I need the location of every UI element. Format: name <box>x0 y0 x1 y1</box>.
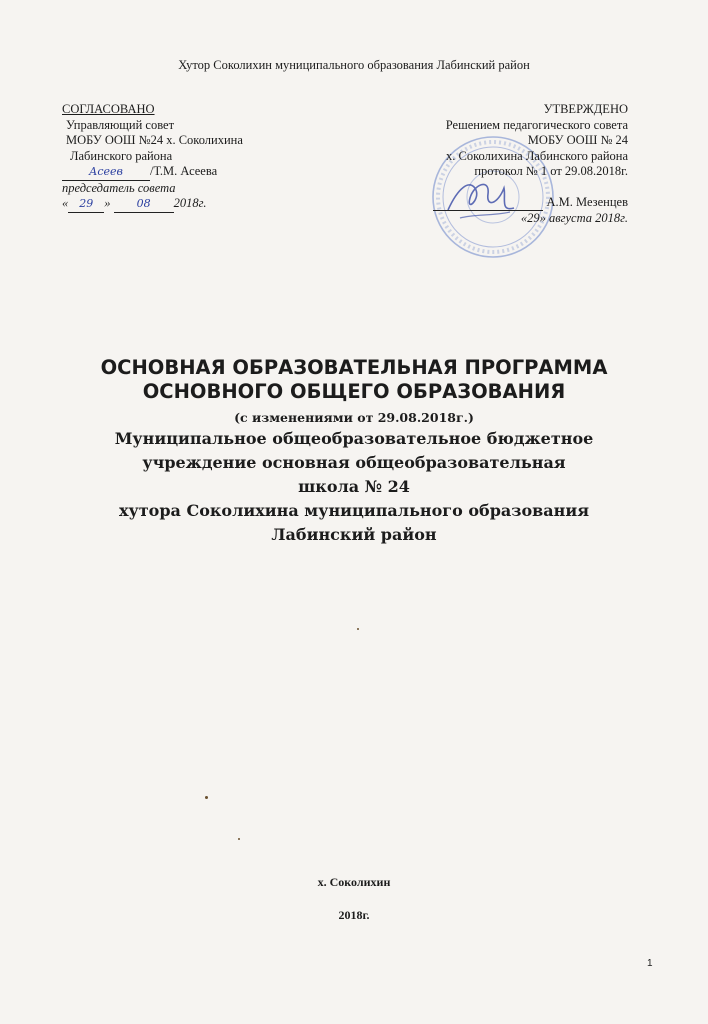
org-name-line-1: Муниципальное общеобразовательное бюджетное <box>114 429 594 448</box>
approved-line-1: Решением педагогического совета <box>445 117 628 132</box>
agreed-line-1: Управляющий совет <box>66 117 175 132</box>
agreed-date-day: 29 <box>79 197 94 210</box>
scan-speck <box>357 628 359 630</box>
approved-date: «29» августа 2018г. <box>520 211 628 225</box>
org-name-line-4: хутора Соколихина муниципального образования <box>118 501 590 520</box>
approved-signature-row <box>348 195 628 212</box>
agreed-line-2: МОБУ ООШ №24 х. Соколихина <box>66 133 243 147</box>
approved-title: УТВЕРЖДЕНО <box>543 102 628 116</box>
page-number: 1 <box>647 958 653 969</box>
document-title-block <box>40 356 668 545</box>
approved-line-4: протокол № 1 от 29.08.2018г. <box>474 164 628 178</box>
scan-speck <box>238 838 240 840</box>
footer-year: 2018г. <box>338 908 370 922</box>
agreed-role: председатель совета <box>62 180 176 195</box>
agreed-title: СОГЛАСОВАНО <box>62 102 155 116</box>
org-name-line-5: Лабинский район <box>271 525 437 544</box>
footer-place: х. Соколихин <box>317 875 391 889</box>
agreed-signature-name: /Т.М. Асеева <box>150 164 218 178</box>
agreed-signature-row <box>62 164 322 181</box>
approved-block <box>348 102 628 227</box>
document-changes-note: (с изменениями от 29.08.2018г.) <box>234 410 474 425</box>
header-locality: Хутор Соколихин муниципального образования Лабинский район <box>178 58 530 72</box>
approved-signature-name: А.М. Мезенцев <box>546 194 628 209</box>
org-name-line-3: школа № 24 <box>298 477 410 496</box>
agreed-date: « 29 » 08 2018г. <box>62 196 322 213</box>
agreed-date-month: 08 <box>136 197 151 210</box>
agreed-date-year: 2018г. <box>173 196 207 210</box>
document-title-line-2: ОСНОВНОГО ОБЩЕГО ОБРАЗОВАНИЯ <box>142 380 566 403</box>
agreed-handwritten-signature: Асеев <box>89 165 123 178</box>
approved-line-3: х. Соколихина Лабинского района <box>445 148 628 163</box>
org-name-line-2: учреждение основная общеобразовательная <box>142 453 566 472</box>
approved-line-2: МОБУ ООШ № 24 <box>527 133 628 147</box>
agreed-block <box>62 102 322 213</box>
agreed-line-3: Лабинского района <box>70 148 173 163</box>
document-title-line-1: ОСНОВНАЯ ОБРАЗОВАТЕЛЬНАЯ ПРОГРАММА <box>100 356 608 379</box>
scan-speck <box>205 796 208 799</box>
agreed-signature-field <box>62 164 150 181</box>
